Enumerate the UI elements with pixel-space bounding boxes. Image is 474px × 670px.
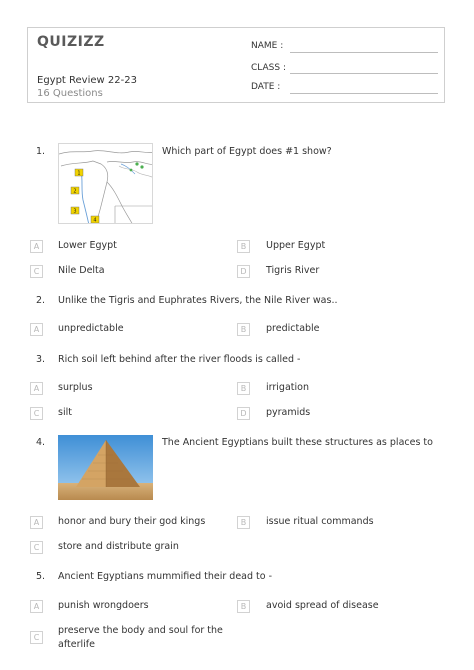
question-number: 3.	[36, 354, 46, 365]
question-text: The Ancient Egyptians built these structures as places to	[162, 437, 433, 448]
option-letter-box[interactable]: B	[237, 323, 250, 336]
option-letter-box[interactable]: C	[30, 407, 43, 420]
option-text: irrigation	[266, 382, 309, 393]
option-letter-box[interactable]: C	[30, 265, 43, 278]
question-number: 1.	[36, 146, 46, 157]
option-letter-box[interactable]: D	[237, 265, 250, 278]
pyramid-drawing	[58, 435, 153, 500]
option-letter-box[interactable]: A	[30, 323, 43, 336]
option-text: Tigris River	[266, 265, 320, 276]
option-letter-box[interactable]: B	[237, 600, 250, 613]
class-field[interactable]	[290, 73, 438, 74]
option-letter-box[interactable]: C	[30, 631, 43, 644]
question-number: 4.	[36, 437, 46, 448]
option-text: silt	[58, 407, 72, 418]
map-label: 3	[73, 208, 77, 215]
option-letter-box[interactable]: B	[237, 382, 250, 395]
date-label: DATE :	[251, 82, 281, 92]
question-text: Unlike the Tigris and Euphrates Rivers, the Nile River was..	[58, 295, 338, 306]
option-letter-box[interactable]: A	[30, 516, 43, 529]
option-text: surplus	[58, 382, 93, 393]
option-text: unpredictable	[58, 323, 124, 334]
map-label: 4	[93, 217, 97, 224]
name-label: NAME :	[251, 41, 284, 51]
option-text: punish wrongdoers	[58, 600, 149, 611]
question-count: 16 Questions	[37, 88, 103, 99]
worksheet-title: Egypt Review 22-23	[37, 75, 137, 86]
option-letter-box[interactable]: B	[237, 516, 250, 529]
option-text: pyramids	[266, 407, 311, 418]
option-letter-box[interactable]: A	[30, 382, 43, 395]
option-text: Nile Delta	[58, 265, 105, 276]
option-text: preserve the body and soul for the afterlife	[58, 625, 223, 650]
question-number: 2.	[36, 295, 46, 306]
egypt-map-image	[58, 143, 153, 224]
pyramid-photo	[58, 435, 153, 500]
question-text: Which part of Egypt does #1 show?	[162, 146, 332, 157]
option-letter-box[interactable]: C	[30, 541, 43, 554]
map-label: 1	[77, 170, 81, 177]
question-text: Rich soil left behind after the river floods is called -	[58, 354, 301, 365]
worksheet-header	[27, 27, 445, 103]
class-label: CLASS :	[251, 63, 286, 73]
map-drawing	[59, 144, 153, 224]
question-text: Ancient Egyptians mummified their dead to -	[58, 571, 273, 582]
option-letter-box[interactable]: B	[237, 240, 250, 253]
option-text: store and distribute grain	[58, 541, 179, 552]
option-letter-box[interactable]: A	[30, 240, 43, 253]
option-letter-box[interactable]: A	[30, 600, 43, 613]
option-text: issue ritual commands	[266, 516, 374, 527]
date-field[interactable]	[290, 93, 438, 94]
option-text: predictable	[266, 323, 320, 334]
option-letter-box[interactable]: D	[237, 407, 250, 420]
option-text: honor and bury their god kings	[58, 516, 206, 527]
question-number: 5.	[36, 571, 46, 582]
name-field[interactable]	[290, 52, 438, 53]
quizizz-logo: QUIZIZZ	[37, 34, 105, 50]
option-text: Lower Egypt	[58, 240, 117, 251]
option-text: Upper Egypt	[266, 240, 326, 251]
option-text: avoid spread of disease	[266, 600, 379, 611]
map-label: 2	[73, 188, 77, 195]
